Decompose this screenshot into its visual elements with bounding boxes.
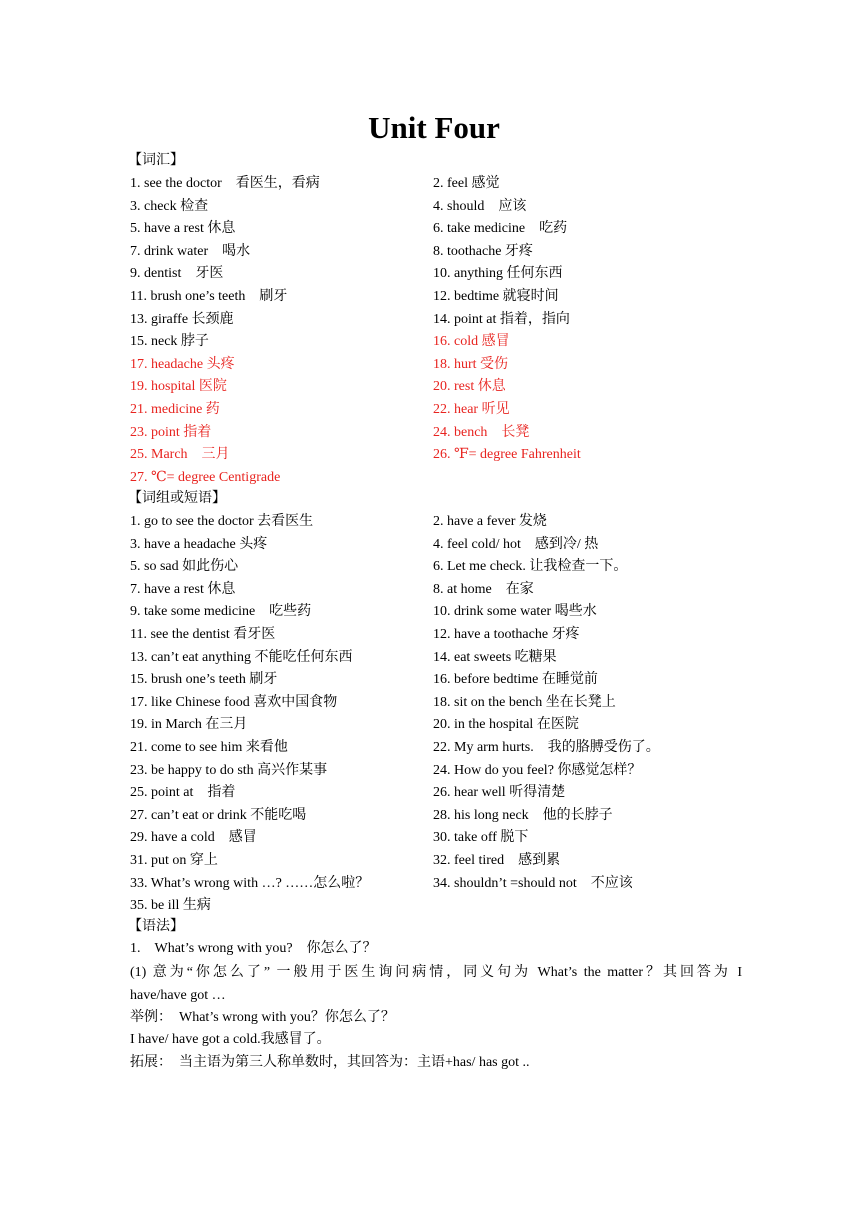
- vocab-row: [130, 263, 750, 286]
- phrase-row-left: 25. point at 指着: [130, 785, 236, 801]
- vocab-row-left: 23. point 指着: [130, 424, 212, 440]
- phrase-row-left: 17. like Chinese food 喜欢中国食物: [130, 694, 338, 710]
- phrase-row-right: 26. hear well 听得清楚: [433, 785, 566, 801]
- phrase-row: [130, 895, 750, 918]
- vocab-row-right: 22. hear 听见: [433, 402, 510, 417]
- vocab-row-left: 25. March 三月: [130, 447, 230, 463]
- phrase-row: [130, 579, 750, 602]
- phrase-row-right: 32. feel tired 感到累: [433, 853, 561, 868]
- phrase-row-left: 31. put on 穿上: [130, 853, 218, 868]
- vocab-heading: 【词汇】: [128, 153, 184, 168]
- phrase-row-left: 19. in March 在三月: [130, 717, 248, 733]
- phrase-row: [130, 601, 750, 624]
- phrase-row-right: 20. in the hospital 在医院: [433, 717, 579, 733]
- vocab-row-right: 8. toothache 牙疼: [433, 243, 533, 259]
- phrase-row: [130, 624, 750, 647]
- vocab-row-right: 20. rest 休息: [433, 379, 506, 395]
- vocab-row-right: 12. bedtime 就寝时间: [433, 289, 559, 304]
- vocab-row: [130, 444, 750, 467]
- example-text: What’s wrong with you？你怎么了？: [165, 1010, 395, 1025]
- vocab-row-right: 6. take medicine 吃药: [433, 221, 568, 237]
- grammar-paragraph-line1: (1) 意为“你怎么了” 一般用于医生询问病情，同义句为 What’s the matter？其回答为 I: [130, 965, 742, 980]
- phrase-row: [130, 805, 750, 828]
- vocab-row-right: 2. feel 感觉: [433, 176, 500, 191]
- grammar-extension: [130, 1051, 742, 1075]
- vocab-row: [130, 241, 750, 264]
- phrase-row: [130, 782, 750, 805]
- phrase-row: [130, 669, 750, 692]
- phrase-row-left: 33. What’s wrong with …? ……怎么啦？: [130, 875, 370, 891]
- grammar-example: [130, 1006, 742, 1030]
- phrase-row-right: 14. eat sweets 吃糖果: [433, 649, 557, 665]
- vocab-row-right: 26. ℉= degree Fahrenheit: [433, 447, 581, 463]
- vocab-row: [130, 196, 750, 219]
- phrase-row-right: 4. feel cold/ hot 感到冷/ 热: [433, 536, 599, 552]
- vocab-row-left: 17. headache 头疼: [130, 356, 235, 372]
- vocab-row: [130, 309, 750, 332]
- vocab-row: [130, 467, 750, 490]
- phrase-row-right: 22. My arm hurts. 我的胳膊受伤了。: [433, 740, 660, 755]
- vocab-row: [130, 376, 750, 399]
- vocab-row-left: 1. see the doctor 看医生，看病: [130, 176, 320, 191]
- phrase-row-left: 7. have a rest 休息: [130, 581, 236, 597]
- vocab-row: [130, 399, 750, 422]
- vocab-row: [130, 173, 750, 196]
- phrase-row: [130, 647, 750, 670]
- vocab-row-left: 3. check 检查: [130, 198, 209, 214]
- extension-label: 拓展：: [130, 1055, 165, 1070]
- vocab-row-left: 9. dentist 牙医: [130, 266, 224, 282]
- phrase-heading: 【词组或短语】: [128, 491, 226, 506]
- vocab-row-left: 5. have a rest 休息: [130, 221, 236, 237]
- vocab-row-left: 21. medicine 药: [130, 402, 220, 417]
- phrase-row-left: 21. come to see him 来看他: [130, 740, 288, 755]
- grammar-point-1: 1. What’s wrong with you? 你怎么了？: [130, 941, 377, 956]
- phrase-row-left: 11. see the dentist 看牙医: [130, 627, 276, 642]
- phrase-row: [130, 873, 750, 896]
- vocab-row-left: 7. drink water 喝水: [130, 243, 251, 259]
- page-title: Unit Four: [368, 110, 500, 145]
- phrase-row-right: 28. his long neck 他的长脖子: [433, 807, 613, 823]
- vocab-row-left: 11. brush one’s teeth 刷牙: [130, 289, 288, 304]
- phrase-row-right: 18. sit on the bench 坐在长凳上: [433, 694, 616, 710]
- vocab-row-right: 24. bench 长凳: [433, 424, 530, 440]
- grammar-paragraph-line2: have/have got …: [130, 988, 226, 1003]
- vocab-row-left: 15. neck 脖子: [130, 334, 209, 350]
- vocab-row-right: 14. point at 指着，指向: [433, 311, 570, 327]
- phrase-row-left: 27. can’t eat or drink 不能吃喝: [130, 807, 307, 823]
- phrase-row: [130, 692, 750, 715]
- phrase-row: [130, 511, 750, 534]
- vocab-row-right: 10. anything 任何东西: [433, 266, 563, 282]
- phrase-row-right: 8. at home 在家: [433, 581, 534, 597]
- vocab-row-right: 18. hurt 受伤: [433, 356, 509, 372]
- phrase-row: [130, 534, 750, 557]
- vocab-row: [130, 422, 750, 445]
- vocab-row: [130, 286, 750, 309]
- vocab-row: [130, 331, 750, 354]
- phrase-row-right: 30. take off 脱下: [433, 830, 529, 846]
- grammar-example-answer: I have/ have got a cold.我感冒了。: [130, 1032, 331, 1047]
- phrase-row-left: 3. have a headache 头疼: [130, 536, 268, 552]
- phrase-row-left: 5. so sad 如此伤心: [130, 559, 239, 575]
- phrase-row: [130, 737, 750, 760]
- vocab-row-left: 19. hospital 医院: [130, 379, 227, 395]
- vocab-row: [130, 354, 750, 377]
- phrase-row: [130, 760, 750, 783]
- phrase-row-right: 24. How do you feel? 你感觉怎样？: [433, 762, 642, 778]
- phrase-row: [130, 556, 750, 579]
- vocab-row-left: 27. ℃= degree Centigrade: [130, 469, 281, 485]
- phrase-row-left: 13. can’t eat anything 不能吃任何东西: [130, 649, 353, 665]
- vocab-row-left: 13. giraffe 长颈鹿: [130, 311, 234, 327]
- phrase-row: [130, 714, 750, 737]
- phrase-row-left: 35. be ill 生病: [130, 898, 211, 914]
- phrase-row-right: 16. before bedtime 在睡觉前: [433, 672, 598, 688]
- phrase-row-left: 23. be happy to do sth 高兴作某事: [130, 762, 328, 778]
- vocab-row-right: 4. should 应该: [433, 198, 527, 214]
- vocab-row: [130, 218, 750, 241]
- phrase-row-right: 34. shouldn’t =should not 不应该: [433, 875, 633, 891]
- example-label: 举例：: [130, 1010, 165, 1025]
- phrase-row-left: 29. have a cold 感冒: [130, 830, 257, 846]
- phrase-row-right: 12. have a toothache 牙疼: [433, 627, 580, 642]
- vocab-row-right: 16. cold 感冒: [433, 334, 510, 350]
- phrase-row-right: 10. drink some water 喝些水: [433, 604, 597, 620]
- phrase-row-right: 6. Let me check. 让我检查一下。: [433, 559, 628, 575]
- phrase-row: [130, 850, 750, 873]
- phrase-row-right: 2. have a fever 发烧: [433, 514, 547, 529]
- phrase-row-left: 9. take some medicine 吃些药: [130, 604, 312, 620]
- phrase-row-left: 1. go to see the doctor 去看医生: [130, 514, 314, 529]
- phrase-row-left: 15. brush one’s teeth 刷牙: [130, 672, 278, 688]
- phrase-row: [130, 827, 750, 850]
- grammar-heading: 【语法】: [128, 919, 184, 934]
- extension-text: 当主语为第三人称单数时，其回答为：主语+has/ has got ..: [165, 1055, 530, 1070]
